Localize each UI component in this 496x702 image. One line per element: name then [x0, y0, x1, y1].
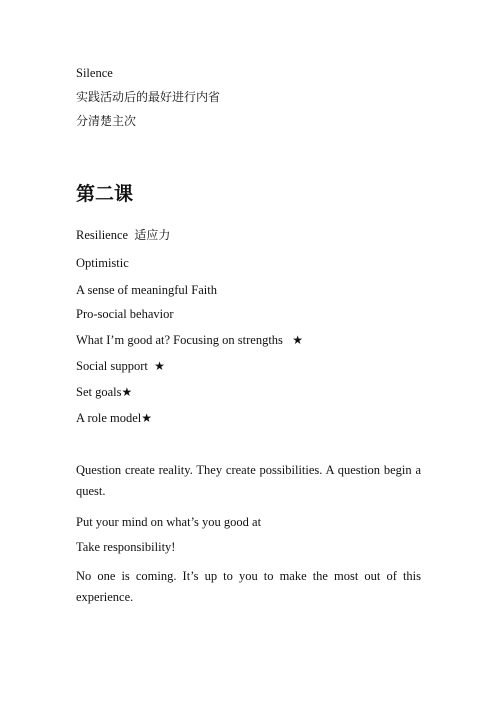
paragraph-responsibility: Take responsibility! [76, 540, 176, 554]
factor-text: A role model [76, 411, 142, 425]
paragraph-no-one-coming: No one is coming. It’s up to you to make the most out of this experience. [76, 569, 421, 604]
note-introspection: 实践活动后的最好进行内省 [76, 90, 221, 104]
section-heading: 第二课 [76, 183, 134, 205]
factor-text: What I’m good at? Focusing on strengths [76, 333, 283, 347]
factor-item: A sense of meaningful Faith [76, 283, 217, 297]
factor-text: Set goals [76, 385, 122, 399]
note-silence: Silence [76, 66, 113, 80]
factor-item: Pro-social behavior [76, 307, 174, 321]
paragraph-mind: Put your mind on what’s you good at [76, 515, 262, 529]
factor-item-starred [76, 411, 152, 426]
star-icon: ★ [292, 333, 304, 347]
factor-text: Social support [76, 359, 148, 373]
resilience-translation: 适应力 [134, 228, 171, 242]
factor-item-starred [76, 359, 165, 374]
factor-item: Optimistic [76, 256, 129, 270]
resilience-line [76, 228, 170, 243]
star-icon: ★ [154, 359, 165, 373]
factor-item-starred [76, 333, 303, 348]
note-priorities: 分清楚主次 [76, 114, 137, 128]
resilience-term: Resilience [76, 228, 129, 242]
paragraph-question: Question create reality. They create possibilities. A question begin a quest. [76, 463, 421, 498]
factor-item-starred [76, 385, 132, 400]
star-icon: ★ [121, 385, 133, 399]
star-icon: ★ [141, 411, 153, 425]
